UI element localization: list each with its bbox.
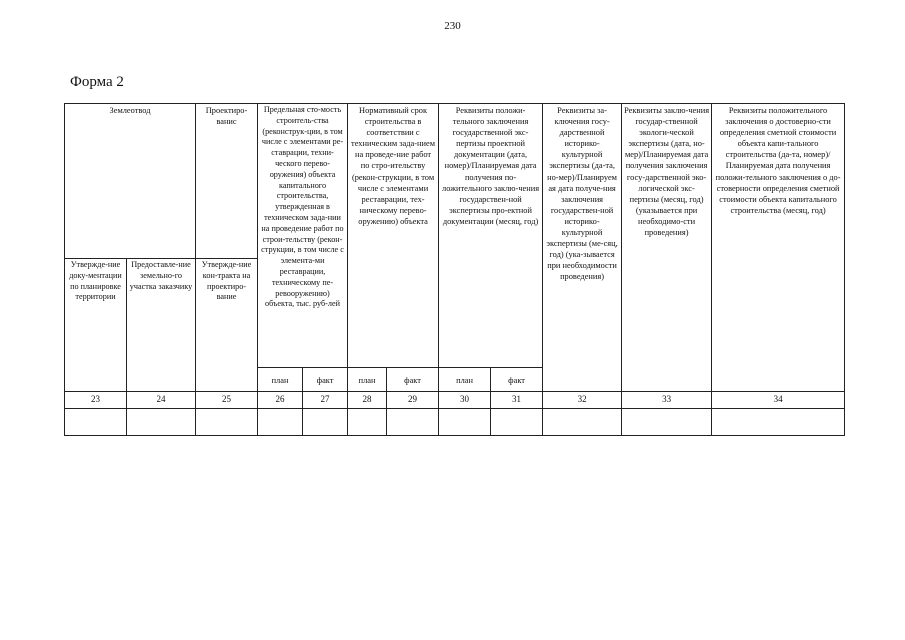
empty-cell: [258, 409, 303, 436]
fact-label: факт: [387, 368, 439, 392]
empty-cell: [712, 409, 845, 436]
empty-cell: [439, 409, 491, 436]
header-predostavlenie-uchastka: Предоставле-ние земельно-го участка заказчику: [127, 259, 196, 392]
column-number: 23: [65, 392, 127, 409]
header-rekvizity-smet: Реквизиты положительного заключения о достоверно-сти определения сметной стоимости объекта капи-тального строительства (да-та, номер)/Планируемая дата получения положи-тельного заключения о до-стоверности определения сметной стоимости объекта капитального строительства (месяц, год): [712, 104, 845, 392]
form-title: Форма 2: [70, 74, 124, 90]
header-proektirovanie: Проектиро-ванис: [196, 104, 258, 259]
empty-cell: [491, 409, 543, 436]
header-rekvizity-proekt: Реквизиты положи-тельного заключения государственной экс-пертизы проектной документации (дата, номер)/Планируемая дата получения по-ложительного заклю-чения государствен-ной экспертизы про-ектной документации (месяц, год): [439, 104, 543, 368]
column-number: 26: [258, 392, 303, 409]
column-number: 29: [387, 392, 439, 409]
empty-cell: [622, 409, 712, 436]
page-number: 230: [444, 20, 461, 32]
plan-label: план: [439, 368, 491, 392]
column-number: 31: [491, 392, 543, 409]
empty-cell: [127, 409, 196, 436]
header-utverzhdenie-dokumentacii: Утвержде-ние доку-ментации по планировке территории: [65, 259, 127, 392]
header-rekvizity-istor: Реквизиты за-ключения госу-дарственной историко-культурной экспертизы (да-та, но-мер)/Планируем ая дата получе-ния заключения государствен-ной историко-культурной экспертизы (ме-сяц, год) (ука-зывается при необходимости проведения): [543, 104, 622, 392]
header-zemleotvod: Землеотвод: [65, 104, 196, 259]
empty-cell: [65, 409, 127, 436]
column-number: 33: [622, 392, 712, 409]
empty-cell: [303, 409, 348, 436]
column-number: 27: [303, 392, 348, 409]
empty-cell: [387, 409, 439, 436]
column-number: 30: [439, 392, 491, 409]
form-table: [64, 103, 845, 436]
column-number: 34: [712, 392, 845, 409]
column-number: 25: [196, 392, 258, 409]
empty-cell: [543, 409, 622, 436]
header-rekvizity-ekol: Реквизиты заклю-чения государ-ственной экологи-ческой экспертизы (дата, но-мер)/Планируемая дата получения заключения госу-дарственной эко-логической экс-пертизы (месяц, год) (указывается при необходимо-сти проведения): [622, 104, 712, 392]
header-predelnaya-stoimost: Предельная сто-мость строитель-ства (реконструк-ции, в том числе с элементами ре-ставрации, техни-ческого перево-оружения) объекта капитального строительства, утвержденная в техническом зада-нии на проведение работ по строи-тельству (рекон-струкции, в том числе с элемента-ми реставрации, техническому пе-ревооружению) объекта, тыс. руб-лей: [258, 104, 348, 368]
column-number: 28: [348, 392, 387, 409]
fact-label: факт: [303, 368, 348, 392]
column-number: 24: [127, 392, 196, 409]
empty-cell: [196, 409, 258, 436]
plan-label: план: [258, 368, 303, 392]
header-utverzhdenie-kontrakta: Утвержде-ние кон-тракта на проектиро-вание: [196, 259, 258, 392]
column-number: 32: [543, 392, 622, 409]
fact-label: факт: [491, 368, 543, 392]
header-normativny-srok: Нормативный срок строительства в соответствии с техническим зада-нием на проведе-ние работ по стро-ительству (рекон-струкции, в том числе с элементами реставрации, тех-ническому перево-оружению) объекта: [348, 104, 439, 368]
empty-cell: [348, 409, 387, 436]
plan-label: план: [348, 368, 387, 392]
